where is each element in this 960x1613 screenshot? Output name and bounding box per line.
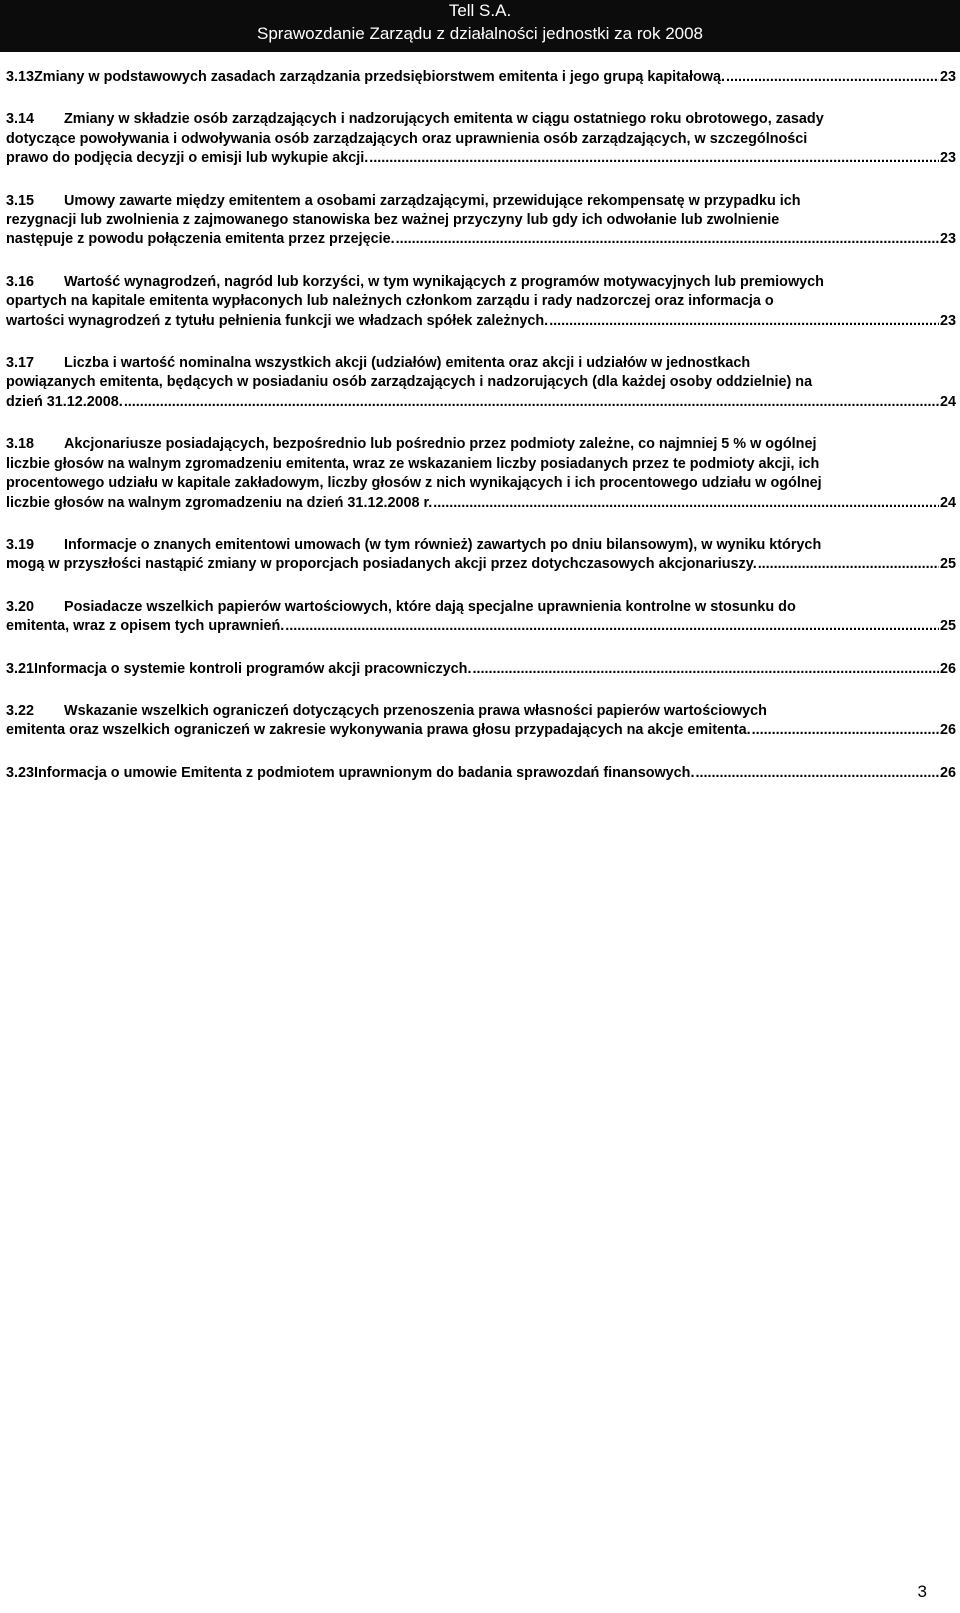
toc-entry-number: 3.23 xyxy=(6,764,35,781)
toc-entry-text: Akcjonariusze posiadających, bezpośrednio lub pośrednio przez podmioty zależne, co najmniej 5 % w ogólnej xyxy=(64,436,817,453)
toc-dot-leader xyxy=(726,68,939,87)
toc-page-number[interactable]: 23 xyxy=(939,150,956,167)
toc-entry-last-line xyxy=(6,393,956,412)
toc-entry-last-line xyxy=(6,721,956,740)
toc-entry-number: 3.22 xyxy=(6,702,35,719)
toc-dot-leader xyxy=(472,660,939,679)
toc-entry-text: prawo do podjęcia decyzji o emisji lub wykupie akcji. xyxy=(6,150,369,167)
toc-entry-text: emitenta oraz wszelkich ograniczeń w zakresie wykonywania prawa głosu przypadających na akcje emitenta. xyxy=(6,722,751,739)
toc-entry-number: 3.16 xyxy=(6,273,35,290)
toc-entry-last-line xyxy=(6,312,956,331)
toc-entry-line xyxy=(6,110,956,129)
toc-entry-line xyxy=(6,536,956,555)
page-number: 3 xyxy=(917,1582,927,1601)
toc-page-number[interactable]: 25 xyxy=(939,618,956,635)
document-header xyxy=(0,0,960,52)
toc-page-number[interactable]: 23 xyxy=(939,312,956,329)
toc-dot-leader xyxy=(549,312,939,331)
toc-entry-text: dotyczące powoływania i odwoływania osób zarządzających oraz uprawnienia osób zarządzających, w szczególności xyxy=(6,130,808,147)
toc-dot-leader xyxy=(758,555,939,574)
toc-entry-line xyxy=(6,192,956,211)
toc-page-number[interactable]: 26 xyxy=(939,764,956,781)
toc-entry-text: Informacja o umowie Emitenta z podmiotem uprawnionym do badania sprawozdań finansowych. xyxy=(34,764,695,781)
toc-entry[interactable] xyxy=(6,764,956,783)
toc-entry-number: 3.13 xyxy=(6,69,35,85)
toc-dot-leader xyxy=(433,494,939,513)
toc-entry-text: Informacje o znanych emitentowi umowach (w tym również) zawartych po dniu bilansowym), w wyniku których xyxy=(64,536,822,553)
toc-dot-leader xyxy=(369,149,939,168)
toc-entry[interactable] xyxy=(6,110,956,168)
toc-entry[interactable] xyxy=(6,435,956,513)
toc-entry-text: powiązanych emitenta, będących w posiadaniu osób zarządzających i nadzorujących (dla każdej osoby oddzielnie) na xyxy=(6,374,813,391)
toc-entry-text: Wskazanie wszelkich ograniczeń dotyczących przenoszenia prawa własności papierów wartościowych xyxy=(64,702,767,719)
toc-entry-line xyxy=(6,354,956,373)
toc-entry-number: 3.19 xyxy=(6,536,35,553)
toc-entry-last-line xyxy=(6,494,956,513)
toc-page-number[interactable]: 23 xyxy=(939,69,956,85)
toc-dot-leader xyxy=(752,721,939,740)
toc-entry-text: rezygnacji lub zwolnienia z zajmowanego stanowiska bez ważnej przyczyny lub gdy ich odwołanie lub zwolnienie xyxy=(6,212,780,229)
toc-entry-number: 3.21 xyxy=(6,660,35,677)
toc-entry-text: Wartość wynagrodzeń, nagród lub korzyści, w tym wynikających z programów motywacyjnych lub premiowych xyxy=(64,273,824,290)
toc-entry[interactable] xyxy=(6,68,956,87)
toc-page-number[interactable]: 24 xyxy=(939,393,956,410)
toc-entry-last-line xyxy=(6,764,956,783)
toc-entry[interactable] xyxy=(6,536,956,575)
toc-entry-text: Zmiany w składzie osób zarządzających i nadzorujących emitenta w ciągu ostatniego roku obrotowego, zasady xyxy=(64,111,824,128)
toc-entry-line xyxy=(6,455,956,474)
toc-entry-last-line xyxy=(6,555,956,574)
toc-entry-number: 3.17 xyxy=(6,355,35,372)
toc-page-number[interactable]: 24 xyxy=(939,494,956,511)
company-name: Tell S.A. xyxy=(448,1,512,20)
table-of-contents xyxy=(6,68,956,806)
toc-entry-number: 3.15 xyxy=(6,192,35,209)
toc-dot-leader xyxy=(124,393,939,412)
toc-entry-text: opartych na kapitale emitenta wypłaconych lub należnych członkom zarządu i rady nadzorczej oraz informacja o xyxy=(6,293,774,310)
toc-entry-number: 3.14 xyxy=(6,111,35,128)
report-title: Sprawozdanie Zarządu z działalności jednostki za rok 2008 xyxy=(256,24,704,43)
toc-entry-text: Posiadacze wszelkich papierów wartościowych, które dają specjalne uprawnienia kontrolne w stosunku do xyxy=(64,598,796,615)
toc-entry-last-line xyxy=(6,68,956,87)
toc-entry-line xyxy=(6,474,956,493)
toc-entry[interactable] xyxy=(6,192,956,250)
toc-entry[interactable] xyxy=(6,273,956,331)
toc-entry-line xyxy=(6,273,956,292)
toc-entry-line xyxy=(6,598,956,617)
toc-dot-leader xyxy=(396,230,939,249)
toc-page-number[interactable]: 26 xyxy=(939,722,956,739)
toc-page-number[interactable]: 25 xyxy=(939,556,956,573)
toc-entry-text: Umowy zawarte między emitentem a osobami zarządzającymi, przewidujące rekompensatę w przypadku ich xyxy=(64,192,801,209)
toc-page-number[interactable]: 26 xyxy=(939,660,956,677)
toc-entry-text: emitenta, wraz z opisem tych uprawnień. xyxy=(6,618,285,635)
toc-entry-number: 3.18 xyxy=(6,436,35,453)
toc-entry-text: następuje z powodu połączenia emitenta przez przejęcie. xyxy=(6,231,395,248)
toc-entry-line xyxy=(6,292,956,311)
toc-entry[interactable] xyxy=(6,660,956,679)
toc-entry[interactable] xyxy=(6,354,956,412)
toc-entry-text: dzień 31.12.2008. xyxy=(6,393,123,410)
toc-entry-number: 3.20 xyxy=(6,598,35,615)
toc-entry-text: Liczba i wartość nominalna wszystkich akcji (udziałów) emitenta oraz akcji i udziałów w jednostkach xyxy=(64,355,751,372)
toc-entry-text: liczbie głosów na walnym zgromadzeniu na dzień 31.12.2008 r. xyxy=(6,494,433,511)
toc-entry-text: liczbie głosów na walnym zgromadzeniu emitenta, wraz ze wskazaniem liczby posiadanych przez te podmioty akcji, ich xyxy=(6,455,820,472)
toc-entry-line xyxy=(6,130,956,149)
toc-entry-last-line xyxy=(6,149,956,168)
toc-entry-line xyxy=(6,211,956,230)
toc-entry-line xyxy=(6,435,956,454)
toc-entry-text: Informacja o systemie kontroli programów akcji pracowniczych. xyxy=(34,660,472,677)
toc-entry-text: procentowego udziału w kapitale zakładowym, liczby głosów z nich wynikających i ich procentowego udziału w ogólnej xyxy=(6,475,822,492)
toc-dot-leader xyxy=(695,764,939,783)
toc-entry-last-line xyxy=(6,230,956,249)
toc-entry-line xyxy=(6,373,956,392)
toc-entry-text: wartości wynagrodzeń z tytułu pełnienia funkcji we władzach spółek zależnych. xyxy=(6,312,549,329)
toc-entry-line xyxy=(6,702,956,721)
toc-entry-text: Zmiany w podstawowych zasadach zarządzania przedsiębiorstwem emitenta i jego grupą kapitałową. xyxy=(34,69,725,85)
toc-entry[interactable] xyxy=(6,702,956,741)
toc-entry[interactable] xyxy=(6,598,956,637)
toc-entry-last-line xyxy=(6,660,956,679)
toc-dot-leader xyxy=(285,617,939,636)
toc-entry-text: mogą w przyszłości nastąpić zmiany w proporcjach posiadanych akcji przez dotychczasowych akcjonariuszy. xyxy=(6,556,757,573)
toc-page-number[interactable]: 23 xyxy=(939,231,956,248)
toc-entry-last-line xyxy=(6,617,956,636)
